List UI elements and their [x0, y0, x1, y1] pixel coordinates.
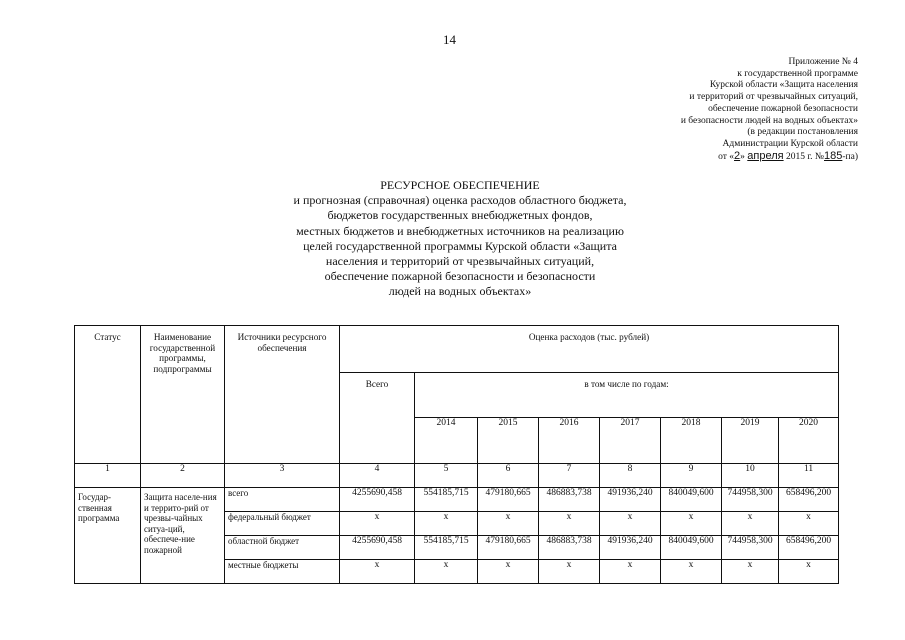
column-number: 1 [75, 464, 141, 488]
status-cell: Государ-ственная программа [75, 488, 141, 584]
value-cell: х [661, 560, 722, 584]
title-line: местных бюджетов и внебюджетных источников на реализацию [296, 223, 624, 238]
title-line: целей государственной программы Курской области «Защита [303, 238, 617, 253]
year-header: 2018 [661, 418, 722, 464]
header-status: Статус [75, 326, 141, 464]
date-suffix: -па) [842, 151, 858, 162]
date-number: 185 [824, 149, 843, 162]
appendix-line: Приложение № 4 [788, 57, 858, 67]
date-year: 2015 г. № [783, 151, 824, 162]
program-cell: Защита населе-ния и террито-рий от чрезвы-чайных ситуа-ций, обеспече-ние пожарной [141, 488, 225, 584]
year-header: 2016 [539, 418, 600, 464]
value-cell: 658496,200 [779, 488, 839, 512]
year-header: 2015 [478, 418, 539, 464]
value-cell: 840049,600 [661, 488, 722, 512]
value-cell: 4255690,458 [340, 536, 415, 560]
column-number: 9 [661, 464, 722, 488]
column-number: 4 [340, 464, 415, 488]
date-mid: » [740, 151, 745, 162]
value-cell: х [779, 560, 839, 584]
date-month: апреля [747, 149, 784, 162]
value-cell: х [539, 512, 600, 536]
year-header: 2019 [722, 418, 779, 464]
appendix-line: (в редакции постановления [747, 127, 858, 138]
column-number: 7 [539, 464, 600, 488]
value-cell: х [415, 560, 478, 584]
value-cell: 554185,715 [415, 536, 478, 560]
value-cell: 491936,240 [600, 536, 661, 560]
column-number: 3 [225, 464, 340, 488]
header-by-years: в том числе по годам: [415, 373, 839, 418]
page-number: 14 [443, 32, 456, 47]
value-cell: х [722, 512, 779, 536]
table-row [75, 488, 839, 512]
column-number: 5 [415, 464, 478, 488]
value-cell: х [722, 560, 779, 584]
header-sources: Источники ресурсного обеспечения [225, 326, 340, 464]
value-cell: 486883,738 [539, 488, 600, 512]
year-header: 2020 [779, 418, 839, 464]
source-cell: областной бюджет [225, 536, 340, 560]
year-header: 2014 [415, 418, 478, 464]
value-cell: 744958,300 [722, 536, 779, 560]
value-cell: 479180,665 [478, 488, 539, 512]
date-prefix: от « [718, 151, 735, 162]
appendix-line: и безопасности людей на водных объектах» [680, 115, 858, 126]
header-estimate: Оценка расходов (тыс. рублей) [340, 326, 839, 373]
resource-table [74, 325, 839, 584]
appendix-line: обеспечение пожарной безопасности [708, 103, 858, 114]
title-heading: РЕСУРСНОЕ ОБЕСПЕЧЕНИЕ [380, 178, 540, 192]
value-cell: х [340, 512, 415, 536]
source-cell: федеральный бюджет [225, 512, 340, 536]
value-cell: 479180,665 [478, 536, 539, 560]
value-cell: 658496,200 [779, 536, 839, 560]
value-cell: х [779, 512, 839, 536]
appendix-line: Администрации Курской области [722, 138, 858, 149]
header-total: Всего [340, 373, 415, 464]
value-cell: х [600, 512, 661, 536]
title-line: людей на водных объектах» [388, 284, 532, 299]
value-cell: 554185,715 [415, 488, 478, 512]
date-day: 2 [734, 149, 741, 162]
value-cell: х [661, 512, 722, 536]
appendix-date-line [598, 151, 858, 164]
value-cell: 486883,738 [539, 536, 600, 560]
value-cell: 491936,240 [600, 488, 661, 512]
value-cell: х [340, 560, 415, 584]
value-cell: х [478, 512, 539, 536]
column-number: 8 [600, 464, 661, 488]
title-line: населения и территорий от чрезвычайных ситуаций, [325, 254, 595, 269]
value-cell: 4255690,458 [340, 488, 415, 512]
title-line: бюджетов государственных внебюджетных фондов, [327, 208, 593, 223]
appendix-line: Курской области «Защита населения [709, 80, 858, 91]
column-number: 11 [779, 464, 839, 488]
column-number: 2 [141, 464, 225, 488]
value-cell: х [415, 512, 478, 536]
appendix-line: и территорий от чрезвычайных ситуаций, [689, 92, 858, 103]
title-line: и прогнозная (справочная) оценка расходов областного бюджета, [293, 193, 627, 208]
source-cell: всего [225, 488, 340, 512]
value-cell: 744958,300 [722, 488, 779, 512]
header-program-name: Наименование государственной программы, подпрограммы [141, 326, 225, 464]
document-title [230, 178, 690, 300]
value-cell: х [600, 560, 661, 584]
value-cell: х [478, 560, 539, 584]
column-number: 6 [478, 464, 539, 488]
value-cell: х [539, 560, 600, 584]
value-cell: 840049,600 [661, 536, 722, 560]
title-line: обеспечение пожарной безопасности и безопасности [324, 269, 596, 284]
year-header: 2017 [600, 418, 661, 464]
appendix-block [598, 57, 858, 163]
appendix-line: к государственной программе [737, 68, 858, 79]
column-number: 10 [722, 464, 779, 488]
source-cell: местные бюджеты [225, 560, 340, 584]
